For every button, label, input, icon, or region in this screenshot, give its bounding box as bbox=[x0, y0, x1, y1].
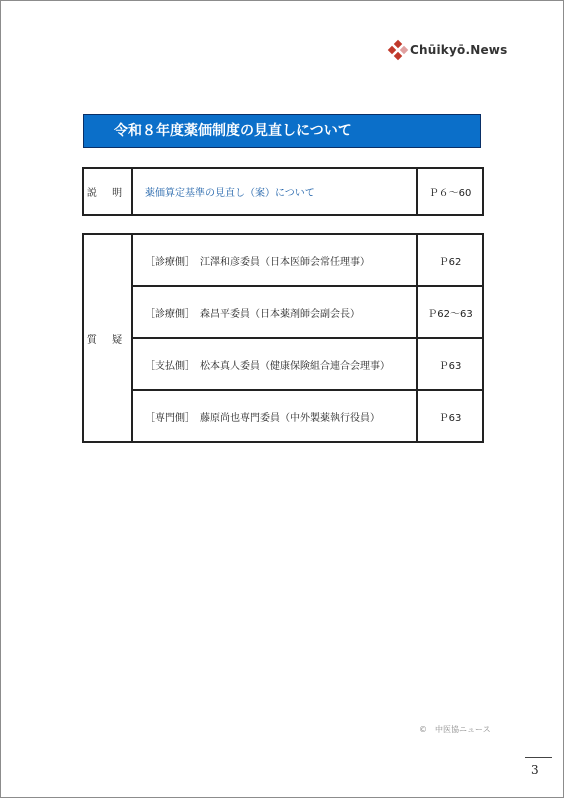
copyright: © 中医協ニュース bbox=[419, 725, 491, 734]
page-number: 3 bbox=[531, 763, 539, 777]
logo bbox=[389, 41, 507, 59]
table-row bbox=[83, 234, 483, 286]
table-row bbox=[83, 286, 483, 338]
explanation-text[interactable]: 薬価算定基準の見直し（案）について bbox=[132, 168, 417, 215]
page-title: 令和８年度薬価制度の見直しについて bbox=[83, 114, 481, 148]
logo-text: Chūikyō.News bbox=[410, 43, 508, 57]
explanation-label: 説 明 bbox=[83, 168, 132, 215]
table-row bbox=[83, 338, 483, 390]
question-pages: Ｐ63 bbox=[417, 390, 483, 442]
questions-table bbox=[82, 233, 484, 443]
question-speaker: ［専門側］ 藤原尚也専門委員（中外製薬執行役員） bbox=[132, 390, 417, 442]
question-pages: Ｐ62 bbox=[417, 234, 483, 286]
question-speaker: ［診療側］ 森昌平委員（日本薬剤師会副会長） bbox=[132, 286, 417, 338]
question-speaker: ［支払側］ 松本真人委員（健康保険組合連合会理事） bbox=[132, 338, 417, 390]
table-row bbox=[83, 390, 483, 442]
question-pages: Ｐ63 bbox=[417, 338, 483, 390]
questions-label: 質 疑 bbox=[83, 234, 132, 442]
explanation-pages: Ｐ６～60 bbox=[417, 168, 483, 215]
page-number-rule bbox=[525, 757, 552, 758]
explanation-table bbox=[82, 167, 484, 216]
question-pages: Ｐ62～63 bbox=[417, 286, 483, 338]
table-row bbox=[83, 168, 483, 215]
diamond-cluster-icon bbox=[389, 41, 407, 59]
question-speaker: ［診療側］ 江澤和彦委員（日本医師会常任理事） bbox=[132, 234, 417, 286]
